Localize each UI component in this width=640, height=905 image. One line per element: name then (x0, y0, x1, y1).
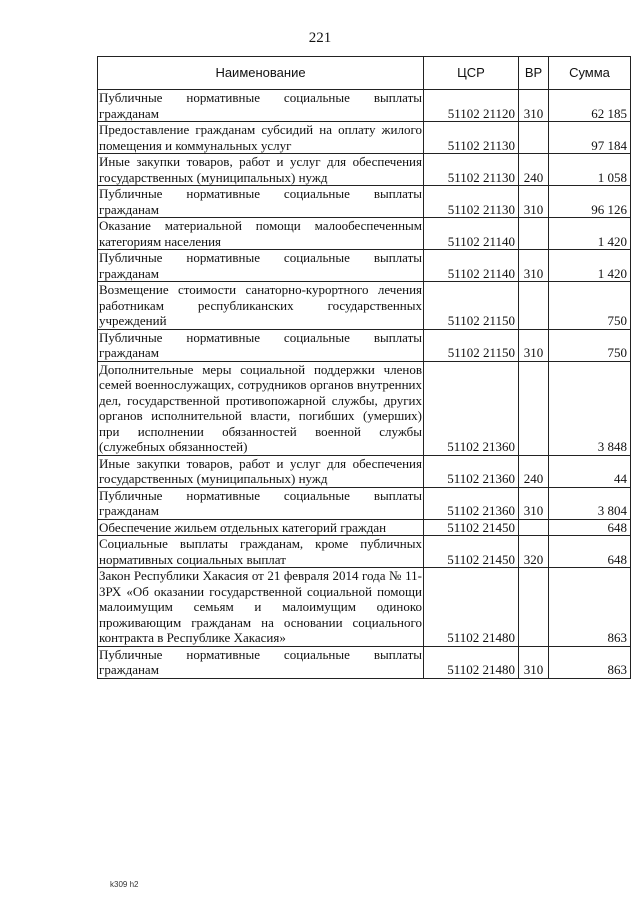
table-row (98, 536, 631, 568)
row-csr: 51102 21130 (424, 154, 519, 186)
table-row (98, 361, 631, 455)
row-vr (519, 218, 549, 250)
row-csr: 51102 21450 (424, 536, 519, 568)
row-vr (519, 519, 549, 536)
row-csr: 51102 21360 (424, 361, 519, 455)
row-vr: 310 (519, 90, 549, 122)
table-row (98, 646, 631, 678)
budget-table (97, 56, 631, 679)
table-row (98, 519, 631, 536)
row-name: Социальные выплаты гражданам, кроме публичных нормативных социальных выплат (99, 536, 422, 567)
row-sum: 1 058 (549, 154, 631, 186)
row-name: Публичные нормативные социальные выплаты гражданам (99, 646, 422, 677)
row-sum: 750 (549, 282, 631, 330)
row-vr: 310 (519, 329, 549, 361)
row-name: Публичные нормативные социальные выплаты гражданам (99, 487, 422, 518)
table-row (98, 250, 631, 282)
row-name: Публичные нормативные социальные выплаты гражданам (99, 186, 422, 217)
row-vr: 310 (519, 250, 549, 282)
row-name: Закон Республики Хакасия от 21 февраля 2014 года № 11-ЗРХ «Об оказании государственной социальной помощи малоимущим семьям и малоимущим одиноко проживающим гражданам на основании социального контракта в Республике Хакасия» (99, 568, 422, 645)
row-sum: 648 (549, 536, 631, 568)
row-sum: 3 848 (549, 361, 631, 455)
table-row (98, 122, 631, 154)
row-vr (519, 361, 549, 455)
row-csr: 51102 21130 (424, 122, 519, 154)
row-vr: 320 (519, 536, 549, 568)
row-sum: 1 420 (549, 250, 631, 282)
table-row (98, 455, 631, 487)
table-header-row (98, 57, 631, 90)
row-csr: 51102 21360 (424, 487, 519, 519)
row-csr: 51102 21450 (424, 519, 519, 536)
row-csr: 51102 21140 (424, 218, 519, 250)
row-sum: 1 420 (549, 218, 631, 250)
row-csr: 51102 21120 (424, 90, 519, 122)
row-name: Публичные нормативные социальные выплаты гражданам (99, 90, 422, 121)
table-row (98, 487, 631, 519)
row-csr: 51102 21150 (424, 329, 519, 361)
row-sum: 648 (549, 519, 631, 536)
row-name: Возмещение стоимости санаторно-курортного лечения работникам республиканских государственных учреждений (99, 282, 422, 328)
table-row (98, 154, 631, 186)
header-csr: ЦСР (424, 57, 519, 90)
row-vr: 310 (519, 487, 549, 519)
row-vr (519, 122, 549, 154)
row-name: Обеспечение жильем отдельных категорий граждан (98, 519, 424, 536)
row-csr: 51102 21150 (424, 282, 519, 330)
row-name: Оказание материальной помощи малообеспеченным категориям населения (99, 218, 422, 249)
table-row (98, 568, 631, 647)
row-vr: 240 (519, 455, 549, 487)
row-csr: 51102 21480 (424, 568, 519, 647)
row-csr: 51102 21480 (424, 646, 519, 678)
row-vr (519, 568, 549, 647)
header-sum: Сумма (549, 57, 631, 90)
header-name: Наименование (98, 57, 424, 90)
row-sum: 863 (549, 568, 631, 647)
row-vr: 310 (519, 646, 549, 678)
row-csr: 51102 21130 (424, 186, 519, 218)
table-row (98, 218, 631, 250)
row-name: Иные закупки товаров, работ и услуг для обеспечения государственных (муниципальных) нужд (99, 455, 422, 486)
row-sum: 3 804 (549, 487, 631, 519)
row-csr: 51102 21360 (424, 455, 519, 487)
page-number: 221 (308, 30, 332, 46)
row-sum: 863 (549, 646, 631, 678)
row-vr (519, 282, 549, 330)
row-sum: 62 185 (549, 90, 631, 122)
row-name: Публичные нормативные социальные выплаты гражданам (99, 329, 422, 360)
table-row (98, 186, 631, 218)
footer-code: k309 h2 (110, 880, 139, 889)
row-name: Дополнительные меры социальной поддержки членов семей военнослужащих, сотрудников органов внутренних дел, государственной противопожарной службы, других органов исполнительной власти, погибших (умерших) при исполнении обязанностей военной службы (служебных обязанностей) (99, 361, 422, 454)
row-sum: 96 126 (549, 186, 631, 218)
row-csr: 51102 21140 (424, 250, 519, 282)
table-row (98, 329, 631, 361)
row-name: Иные закупки товаров, работ и услуг для обеспечения государственных (муниципальных) нужд (99, 154, 422, 185)
row-name: Предоставление гражданам субсидий на оплату жилого помещения и коммунальных услуг (99, 122, 422, 153)
row-sum: 750 (549, 329, 631, 361)
table-row (98, 90, 631, 122)
row-sum: 97 184 (549, 122, 631, 154)
table-row (98, 282, 631, 330)
header-vr: ВР (519, 57, 549, 90)
row-vr: 240 (519, 154, 549, 186)
row-name: Публичные нормативные социальные выплаты гражданам (99, 250, 422, 281)
row-sum: 44 (549, 455, 631, 487)
row-vr: 310 (519, 186, 549, 218)
